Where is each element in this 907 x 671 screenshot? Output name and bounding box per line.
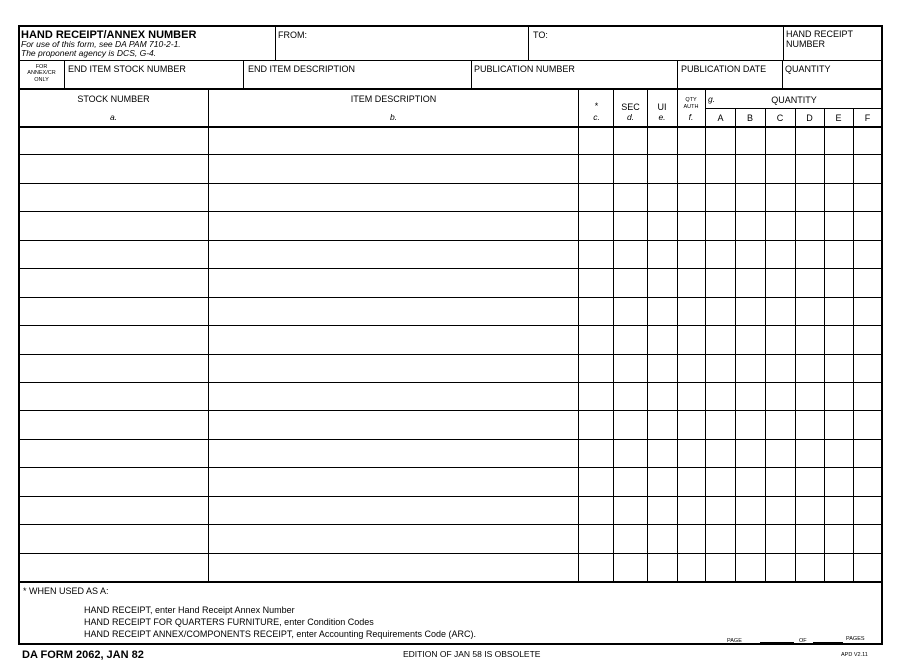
total-pages-field[interactable] bbox=[813, 642, 843, 643]
stock-number-header: STOCK NUMBER bbox=[77, 94, 150, 104]
hand-receipt-number-label-2: NUMBER bbox=[786, 39, 826, 49]
table-row[interactable] bbox=[19, 269, 882, 297]
for-annex-label-3: ONLY bbox=[34, 77, 49, 83]
qty-auth-letter: f. bbox=[688, 112, 694, 122]
qty-auth-header-2: AUTH bbox=[683, 104, 699, 110]
table-row[interactable] bbox=[19, 497, 882, 525]
table-row[interactable] bbox=[19, 326, 882, 354]
quantity-sub-e: E bbox=[835, 113, 842, 123]
quantity-label: QUANTITY bbox=[785, 64, 831, 74]
for-annex-label: FOR bbox=[35, 64, 48, 70]
use-note: For use of this form, see DA PAM 710-2-1. bbox=[21, 39, 181, 49]
sec-header: SEC bbox=[621, 102, 640, 112]
ui-header: UI bbox=[657, 102, 667, 112]
stock-number-letter: a. bbox=[109, 112, 118, 122]
publication-date-field[interactable] bbox=[678, 74, 781, 89]
quantity-sub-b: B bbox=[746, 113, 753, 123]
table-row[interactable] bbox=[19, 241, 882, 269]
item-table-body bbox=[19, 127, 882, 583]
end-item-description-label: END ITEM DESCRIPTION bbox=[248, 64, 356, 74]
from-field[interactable] bbox=[276, 26, 528, 60]
quantity-sub-c: C bbox=[776, 113, 784, 123]
note-line-3: HAND RECEIPT ANNEX/COMPONENTS RECEIPT, enter Accounting Requirements Code (ARC). bbox=[84, 629, 476, 639]
for-annex-label-2: ANNEX/CR bbox=[27, 70, 56, 76]
quantity-sub-a: A bbox=[717, 113, 724, 123]
star-letter: c. bbox=[593, 112, 600, 122]
when-used-note: * WHEN USED AS A: bbox=[23, 586, 109, 596]
table-row[interactable] bbox=[19, 127, 882, 155]
form-number: DA FORM 2062, JAN 82 bbox=[22, 649, 144, 661]
ui-letter: e. bbox=[658, 112, 666, 122]
of-label: OF bbox=[799, 638, 807, 644]
table-row[interactable] bbox=[19, 440, 882, 468]
note-line-1: HAND RECEIPT, enter Hand Receipt Annex Number bbox=[84, 605, 295, 615]
to-field[interactable] bbox=[529, 26, 783, 60]
divider bbox=[19, 581, 882, 583]
to-label: TO: bbox=[533, 30, 548, 40]
table-row[interactable] bbox=[19, 298, 882, 326]
quantity-sub-d: D bbox=[806, 113, 813, 123]
form-title: HAND RECEIPT/ANNEX NUMBER bbox=[21, 29, 197, 41]
table-row[interactable] bbox=[19, 383, 882, 411]
star-header: * bbox=[594, 101, 599, 111]
hand-receipt-number-field[interactable] bbox=[784, 49, 881, 60]
divider bbox=[19, 60, 882, 61]
end-item-stock-number-label: END ITEM STOCK NUMBER bbox=[68, 64, 186, 74]
table-row[interactable] bbox=[19, 554, 882, 582]
divider bbox=[19, 88, 882, 90]
from-label: FROM: bbox=[278, 30, 307, 40]
publication-number-field[interactable] bbox=[472, 74, 676, 89]
version-label: APD V2.11 bbox=[841, 652, 868, 658]
table-row[interactable] bbox=[19, 184, 882, 212]
quantity-group-header: QUANTITY bbox=[771, 95, 817, 105]
item-description-header: ITEM DESCRIPTION bbox=[350, 94, 437, 104]
table-row[interactable] bbox=[19, 212, 882, 240]
table-row[interactable] bbox=[19, 525, 882, 553]
end-item-description-field[interactable] bbox=[244, 74, 470, 89]
table-row[interactable] bbox=[19, 411, 882, 439]
edition-note: EDITION OF JAN 58 IS OBSOLETE bbox=[403, 649, 541, 659]
divider bbox=[706, 108, 882, 109]
table-row[interactable] bbox=[19, 155, 882, 183]
g-letter: g. bbox=[708, 94, 716, 104]
quantity-field[interactable] bbox=[783, 74, 881, 89]
page-number-field[interactable] bbox=[760, 642, 794, 643]
publication-number-label: PUBLICATION NUMBER bbox=[474, 64, 575, 74]
proponent-note: The proponent agency is DCS, G-4. bbox=[21, 48, 157, 58]
hand-receipt-number-label: HAND RECEIPT bbox=[786, 29, 854, 39]
page-label: PAGE bbox=[727, 638, 742, 644]
sec-letter: d. bbox=[626, 112, 635, 122]
publication-date-label: PUBLICATION DATE bbox=[681, 64, 767, 74]
quantity-sub-f: F bbox=[864, 113, 871, 123]
item-description-letter: b. bbox=[389, 112, 398, 122]
end-item-stock-number-field[interactable] bbox=[65, 74, 242, 89]
table-row[interactable] bbox=[19, 468, 882, 496]
qty-auth-header: QTY bbox=[685, 97, 697, 103]
note-line-2: HAND RECEIPT FOR QUARTERS FURNITURE, enter Condition Codes bbox=[84, 617, 374, 627]
pages-label: PAGES bbox=[846, 636, 865, 642]
table-row[interactable] bbox=[19, 355, 882, 383]
